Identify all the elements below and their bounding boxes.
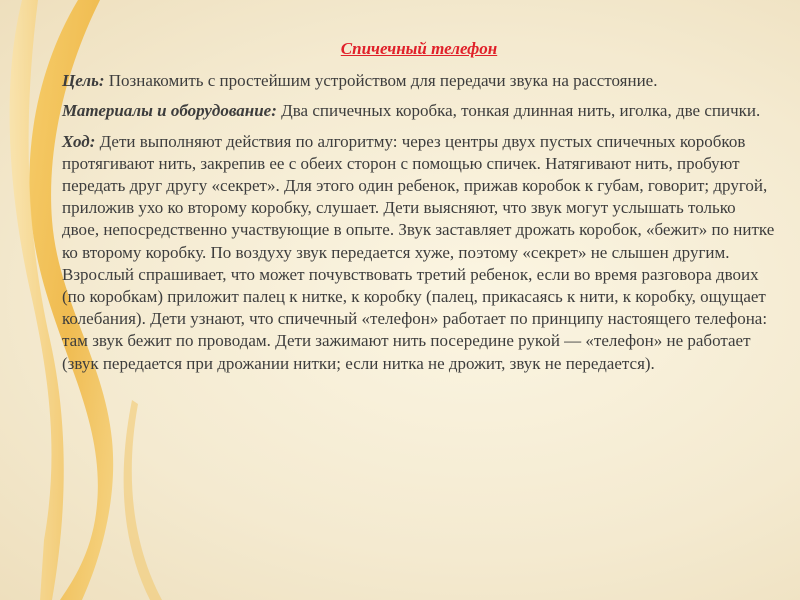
goal-text: Познакомить с простейшим устройством для передачи звука на расстояние. — [108, 71, 658, 91]
procedure-label: Ход: — [62, 131, 96, 151]
ribbon-band-thin — [124, 400, 162, 600]
procedure-text: Дети выполняют действия по алгоритму: через центры двух пустых спичечных коробков протягивают нить, закрепив ее с обеих сторон с помощью спичек. Натягивают нить, пробуют передать друг другу «секрет». Для этого один ребенок, прижав коробок к губам, говорит; другой, приложив ухо ко второму коробку, слушает. Дети выясняют, что звук могут услышать только двое, непосредственно участвующие в опыте. Звук заставляет дрожать коробок, «бежит» по нитке ко второму коробку. По воздуху звук передается хуже, поэтому «секрет» не слышен другим. Взрослый спрашивает, что может почувствовать третий ребенок, если во время разговора двоих (по коробкам) приложит палец к нитке, к коробку (палец, прикасаясь к нити, к коробку, ощущает колебания). Дети узнают, что спичечный «телефон» работает по принципу настоящего телефона: там звук бежит по проводам. Дети зажимают нить посередине рукой — «телефон» не работает (звук передается при дрожании нитки; если нитка не дрожит, звук не передается). — [62, 131, 775, 373]
materials-paragraph — [62, 100, 776, 122]
document-content — [62, 38, 776, 383]
materials-text: Два спичечных коробка, тонкая длинная нить, иголка, две спички. — [281, 101, 761, 121]
goal-label: Цель: — [62, 71, 105, 91]
materials-label: Материалы и оборудование: — [62, 101, 277, 121]
page-title: Спичечный телефон — [340, 39, 498, 58]
goal-paragraph — [62, 70, 776, 92]
procedure-paragraph — [62, 131, 776, 375]
